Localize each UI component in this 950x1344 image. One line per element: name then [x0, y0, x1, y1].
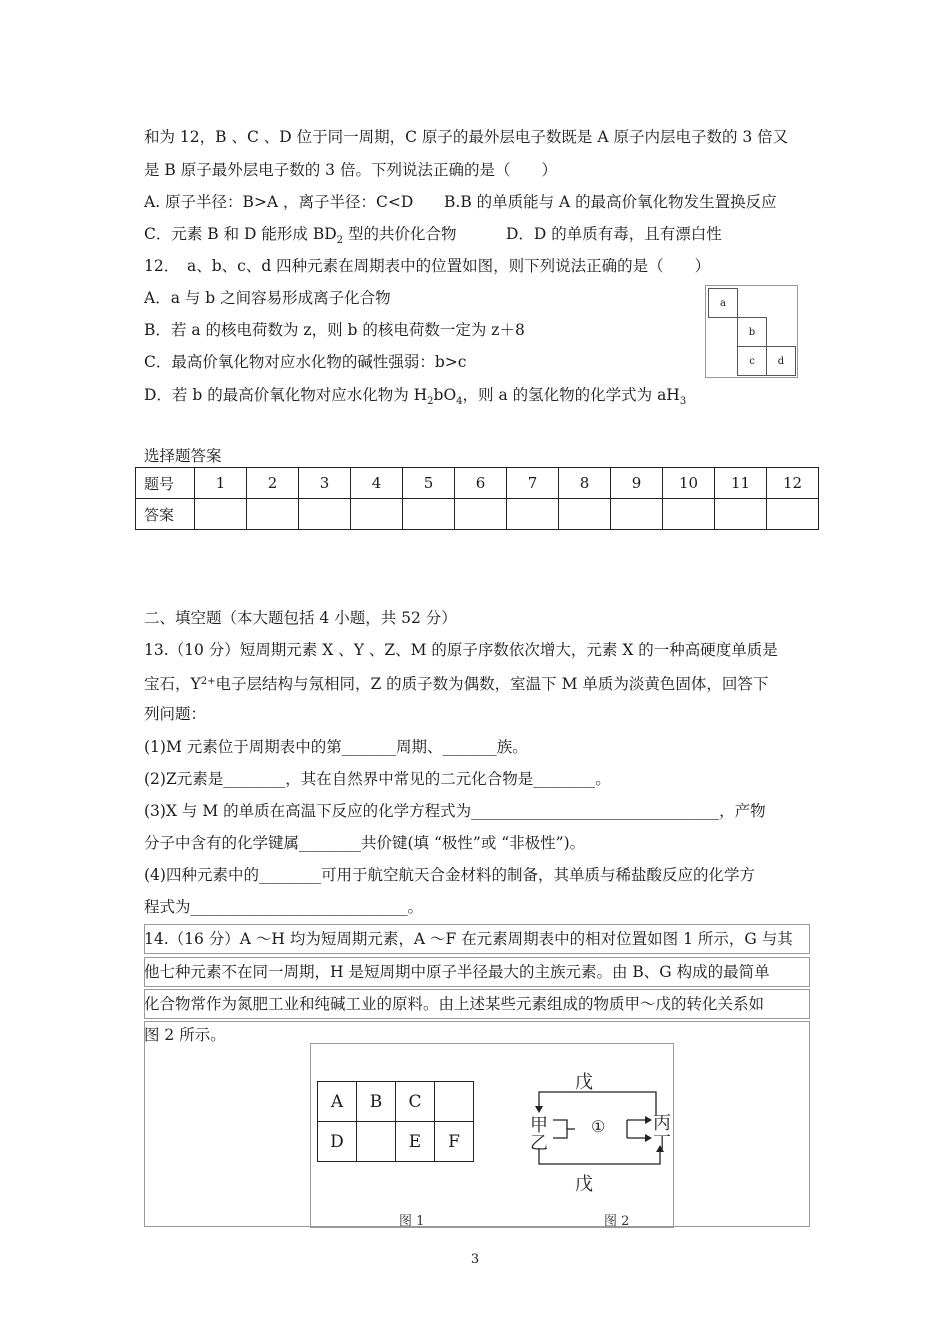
- answer-number: 8: [559, 468, 611, 499]
- fig2-ding: 丁: [653, 1133, 671, 1154]
- q11-line2: 是 B 原子最外层电子数的 3 倍。下列说法正确的是（ ）: [144, 161, 557, 179]
- q13-part1: (1)M 元素位于周期表中的第_______周期、_______族。: [144, 738, 528, 756]
- answer-cell[interactable]: [611, 499, 663, 530]
- q13-part4b: 程式为____________________________。: [144, 898, 424, 916]
- answer-table: [135, 467, 819, 530]
- fig2-step-label: ①: [591, 1117, 606, 1136]
- figure-1-caption: 图 1: [399, 1214, 425, 1229]
- q13-part3b: 分子中含有的化学键属________共价键(填 “极性”或 “非极性”)。: [144, 834, 586, 852]
- q12-periodic-grid: [705, 285, 798, 378]
- answer-cell[interactable]: [715, 499, 767, 530]
- answer-number: 9: [611, 468, 663, 499]
- fig1-cell: F: [435, 1122, 474, 1162]
- answer-cell[interactable]: [507, 499, 559, 530]
- grid-cell-c: c: [737, 346, 767, 376]
- q14-line2: 他七种元素不在同一周期，H 是短周期中原子半径最大的主族元素。由 B、G 构成的最简单: [144, 963, 770, 981]
- answer-cell[interactable]: [195, 499, 247, 530]
- q12-option-a: A．a 与 b 之间容易形成离子化合物: [144, 289, 391, 307]
- q13-part4a: (4)四种元素中的________可用于航空航天合金材料的制备，其单质与稀盐酸反应的化学方: [144, 866, 755, 884]
- q11-line1: 和为 12，B 、C 、D 位于同一周期，C 原子的最外层电子数既是 A 原子内层电子数的 3 倍又: [144, 128, 789, 146]
- q13-line2: 宝石，$Y^{2+}$电子层结构与氖相同，Z 的质子数为偶数，室温下 M 单质为淡黄色固体，回答下: [144, 675, 769, 693]
- answer-number: 11: [715, 468, 767, 499]
- fig2-top-path: [539, 1092, 656, 1116]
- answer-cell[interactable]: [403, 499, 455, 530]
- q13-part2: (2)Z元素是________，其在自然界中常见的二元化合物是________。: [144, 770, 611, 788]
- q11-option-b: B.B 的单质能与 A 的最高价氧化物发生置换反应: [444, 193, 777, 211]
- fig2-arrowhead-ding: [645, 1134, 652, 1142]
- fig1-cell: D: [318, 1122, 357, 1162]
- page-number: 3: [470, 1252, 480, 1267]
- answer-number: 7: [507, 468, 559, 499]
- answer-number-row: [136, 468, 819, 499]
- answer-number: 4: [351, 468, 403, 499]
- fig2-bracket-left: [553, 1120, 567, 1138]
- figure-2-diagram: [311, 1044, 673, 1227]
- answer-number: 1: [195, 468, 247, 499]
- answer-number: 12: [767, 468, 819, 499]
- fig2-jia: 甲: [530, 1115, 548, 1136]
- fig2-top-label: 戊: [575, 1072, 593, 1093]
- q14-figures: [310, 1043, 674, 1228]
- q12-option-d: D．若 b 的最高价氧化物对应水化物为 $H_2bO_4$，则 a 的氢化物的化学式为 $aH_3$: [144, 386, 687, 407]
- fig2-bing: 丙: [653, 1113, 671, 1134]
- answer-number: 2: [247, 468, 299, 499]
- answer-cell[interactable]: [299, 499, 351, 530]
- q12-option-b: B．若 a 的核电荷数为 z，则 b 的核电荷数一定为 z＋8: [144, 321, 525, 339]
- q13-line1: 13.（10 分）短周期元素 X 、Y 、Z、M 的原子序数依次增大，元素 X 的一种高硬度单质是: [144, 641, 778, 659]
- q14-line4: 图 2 所示。: [144, 1026, 226, 1044]
- fig1-cell: A: [318, 1082, 357, 1122]
- row-head-answer: 答案: [136, 499, 195, 530]
- fig2-yi: 乙: [530, 1133, 548, 1154]
- answer-cell[interactable]: [351, 499, 403, 530]
- grid-cell-a: a: [708, 288, 738, 318]
- answer-number: 3: [299, 468, 351, 499]
- q11-option-c: C．元素 B 和 D 能形成 $BD_2$ 型的共价化合物: [144, 225, 457, 246]
- q12-option-c: C．最高价氧化物对应水化物的碱性强弱：b>c: [144, 353, 467, 371]
- q11-option-d: D．D 的单质有毒，且有漂白性: [506, 225, 722, 243]
- answer-cell[interactable]: [767, 499, 819, 530]
- answer-cell[interactable]: [559, 499, 611, 530]
- answer-number: 5: [403, 468, 455, 499]
- fig2-bottom-path: [539, 1148, 660, 1164]
- answer-number: 6: [455, 468, 507, 499]
- answer-fill-row: [136, 499, 819, 530]
- q13-part3a: (3)X 与 M 的单质在高温下反应的化学方程式为________________________________，产物: [144, 802, 766, 820]
- q12-stem: 12． a、b、c、d 四种元素在周期表中的位置如图，则下列说法正确的是（ ）: [144, 257, 711, 275]
- answer-cell[interactable]: [455, 499, 507, 530]
- section-2-heading: 二、填空题（本大题包括 4 小题，共 52 分）: [144, 609, 457, 627]
- answer-table-title: 选择题答案: [144, 447, 222, 465]
- fig2-bottom-label: 戊: [575, 1174, 593, 1195]
- q11-option-a: A. 原子半径：B>A ，离子半径：C<D: [144, 193, 414, 211]
- q14-line1: 14.（16 分）A ～H 均为短周期元素，A ～F 在元素周期表中的相对位置如图 1 所示，G 与其: [144, 930, 793, 948]
- grid-cell-b: b: [737, 317, 767, 347]
- fig1-cell: E: [396, 1122, 435, 1162]
- grid-cell-d: d: [766, 346, 796, 376]
- row-head-number: 题号: [136, 468, 195, 499]
- fig1-cell: B: [357, 1082, 396, 1122]
- q13-line3: 列问题：: [144, 705, 207, 723]
- figure-2-caption: 图 2: [604, 1214, 630, 1229]
- fig2-arrowhead-bing: [645, 1116, 652, 1124]
- answer-cell[interactable]: [247, 499, 299, 530]
- fig1-cell: C: [396, 1082, 435, 1122]
- answer-cell[interactable]: [663, 499, 715, 530]
- answer-number: 10: [663, 468, 715, 499]
- q14-line3: 化合物常作为氮肥工业和纯碱工业的原料。由上述某些元素组成的物质甲～戊的转化关系如: [144, 995, 765, 1013]
